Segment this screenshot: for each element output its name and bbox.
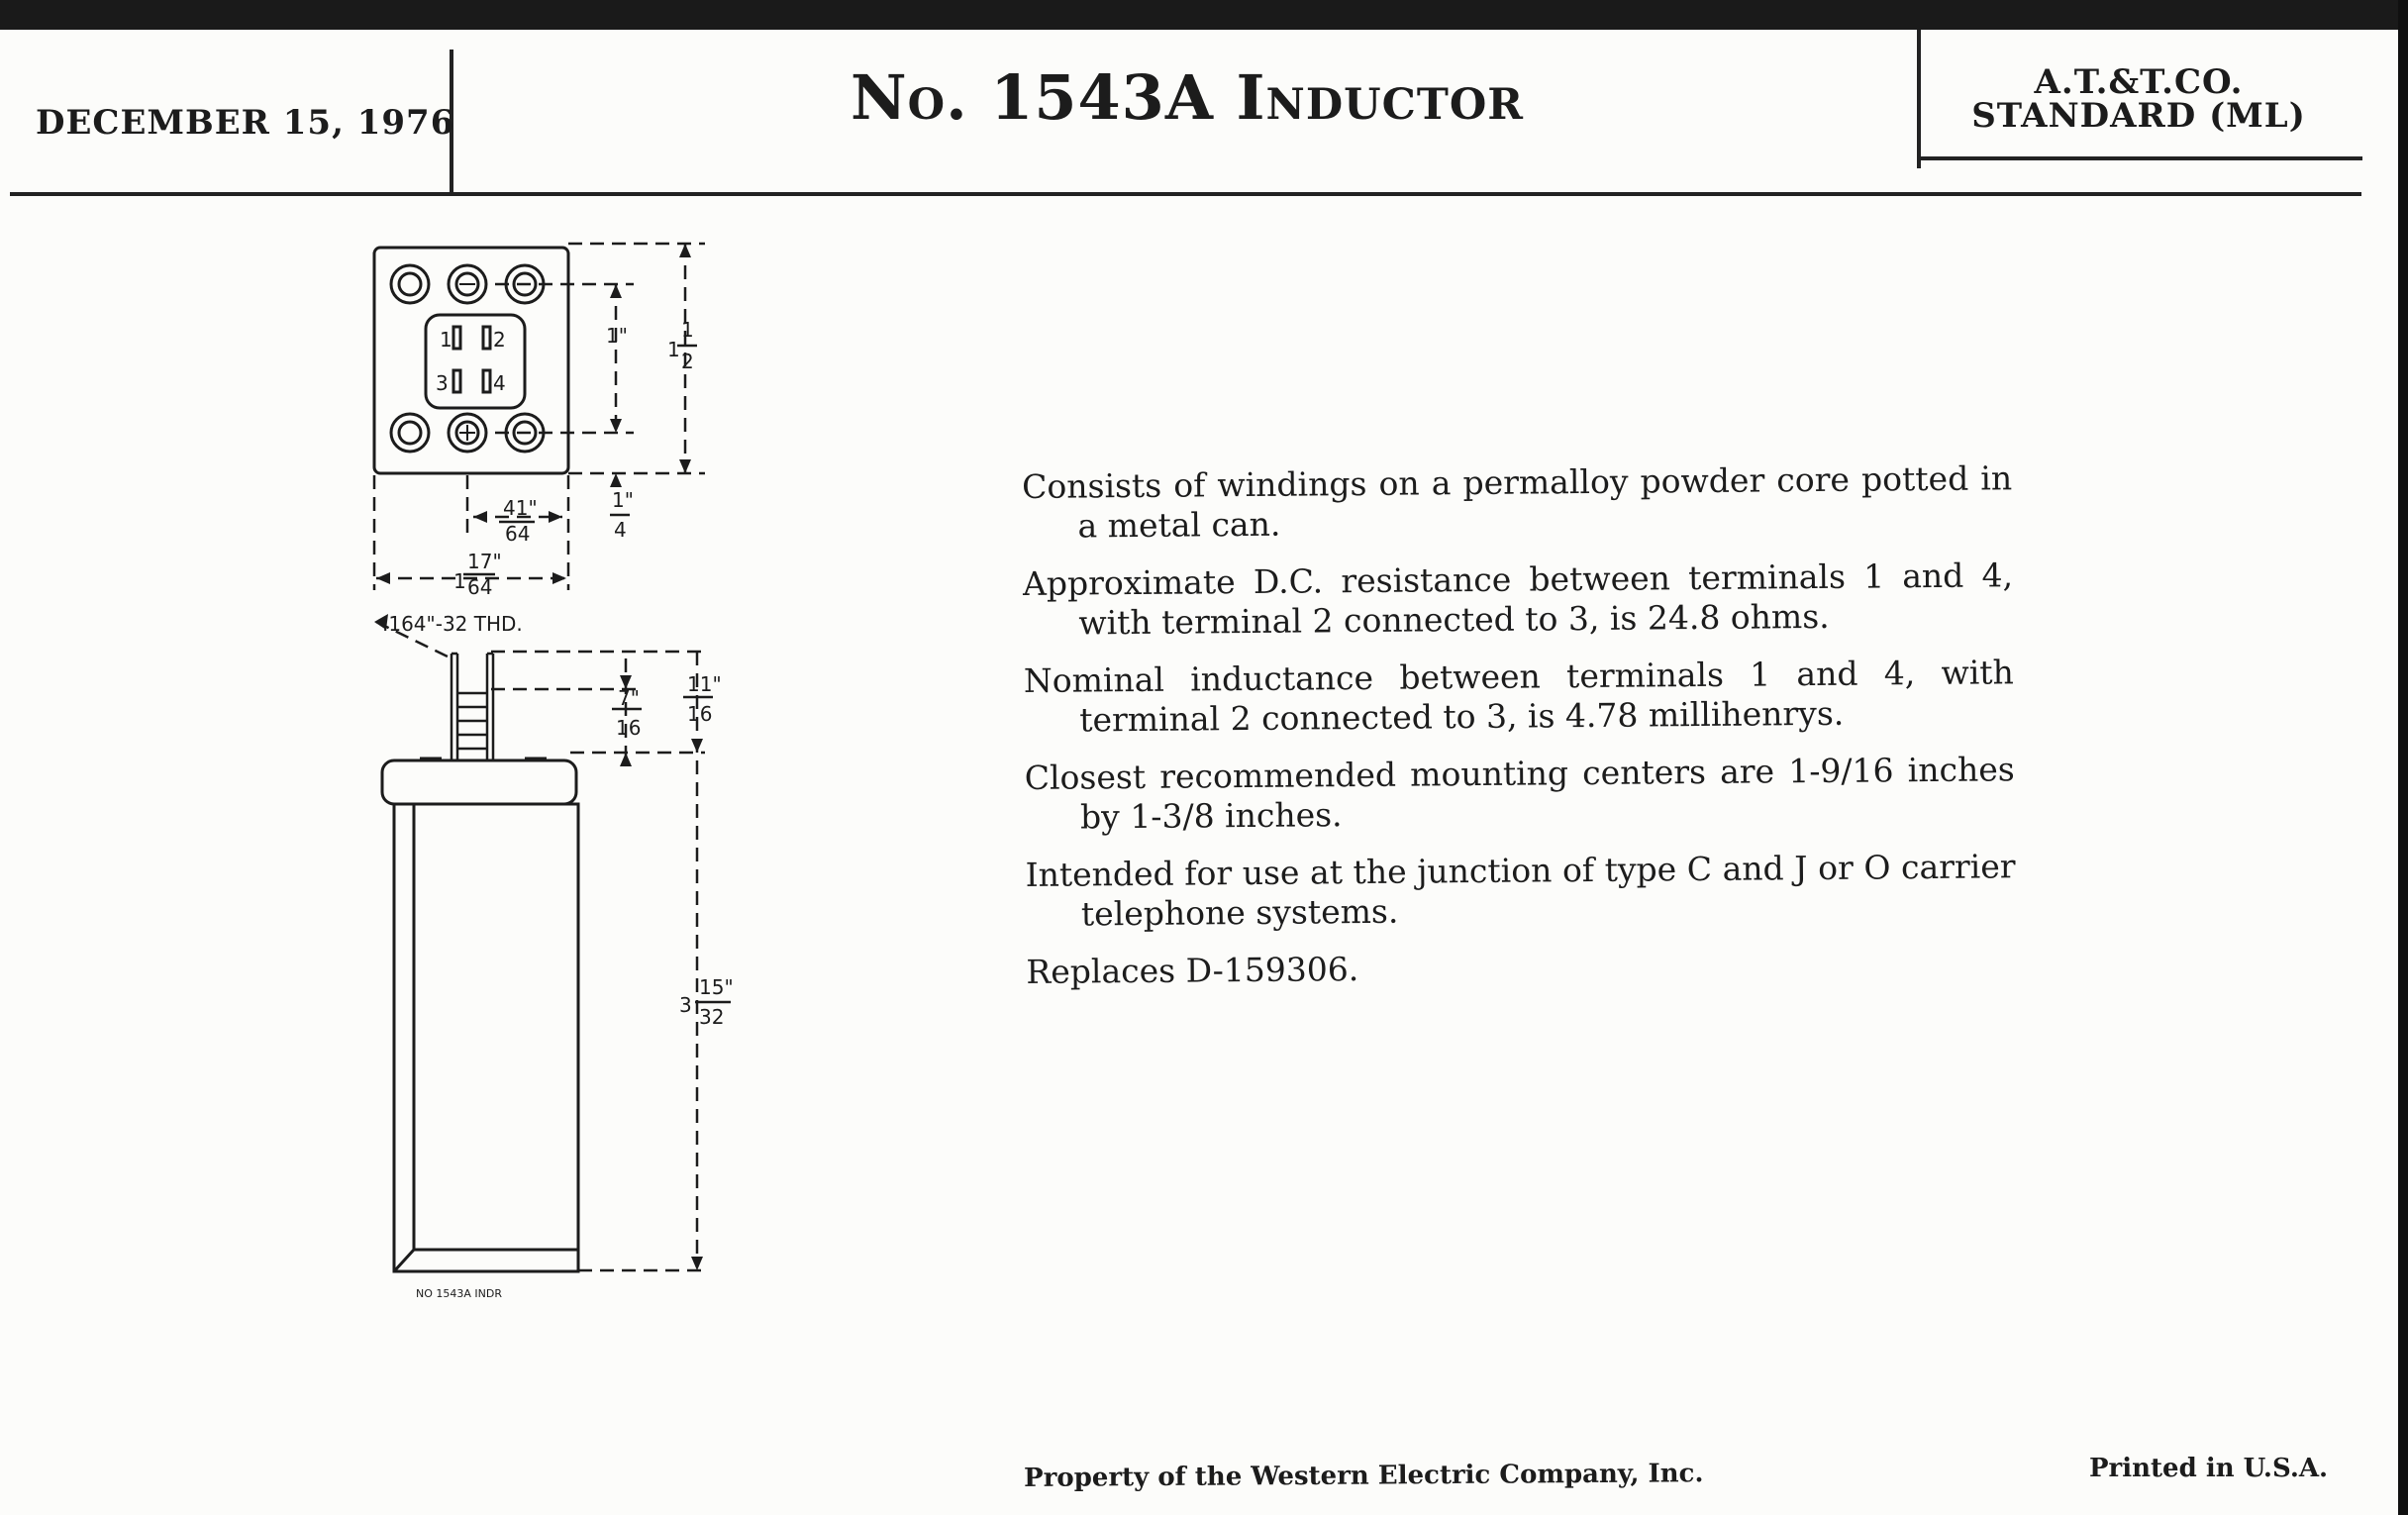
dim-41-64-den: 64 bbox=[505, 522, 531, 546]
property-notice: Property of the Western Electric Company, Inc. bbox=[1024, 1459, 1704, 1493]
dim-1-17-64-num: 17" bbox=[467, 550, 502, 573]
can-body bbox=[394, 804, 578, 1271]
dim-7-16-den: 16 bbox=[616, 716, 642, 740]
dim-1-17-64-whole: 1 bbox=[453, 569, 466, 593]
standard-line-1: A.T.&T.CO. bbox=[2034, 62, 2244, 102]
dim-7-16-num: 7" bbox=[618, 686, 640, 710]
dim-3-15-32-whole: 3 bbox=[679, 993, 692, 1017]
terminal-label-1: 1 bbox=[440, 328, 452, 352]
stud-cross bbox=[459, 284, 475, 441]
dim-11-16-den: 16 bbox=[687, 702, 713, 726]
standard-line-2: STANDARD (ML) bbox=[1971, 96, 2306, 136]
page-title: No. 1543A Inductor bbox=[850, 61, 1525, 134]
dim-1-17-64-den: 64 bbox=[467, 575, 493, 599]
document-date: DECEMBER 15, 1976 bbox=[36, 103, 455, 143]
spec-resistance: Approximate D.C. resistance between terminals 1 and 4, with terminal 2 connected to 3, is 24.8 ohms. bbox=[1022, 556, 2014, 643]
dim-1-inch: 1" bbox=[606, 324, 628, 348]
terminal-label-2: 2 bbox=[493, 328, 506, 352]
spec-usage: Intended for use at the junction of type C and J or O carrier telephone systems. bbox=[1025, 847, 2016, 934]
spec-replaces: Replaces D-159306. bbox=[1026, 950, 1359, 991]
terminal-slot-2 bbox=[483, 327, 490, 349]
terminal-stud bbox=[452, 654, 493, 760]
terminal-slot-1 bbox=[453, 327, 460, 349]
dim-41-64-num: 41" bbox=[503, 496, 538, 520]
dim-11-16-num: 11" bbox=[687, 672, 722, 696]
dim-3-15-32-num: 15" bbox=[699, 975, 734, 999]
terminal-slot-3 bbox=[453, 370, 460, 392]
terminal-label-4: 4 bbox=[493, 371, 506, 395]
can-flange bbox=[382, 760, 576, 804]
thread-label: .164"-32 THD. bbox=[382, 612, 523, 636]
dim-1-4-num: 1" bbox=[612, 488, 634, 512]
dim-1-half-whole: 1 bbox=[667, 338, 680, 361]
drawing-caption: NO 1543A INDR bbox=[416, 1287, 502, 1300]
printed-notice: Printed in U.S.A. bbox=[2089, 1454, 2329, 1483]
dim-1-4-den: 4 bbox=[614, 518, 627, 542]
spec-mounting: Closest recommended mounting centers are 1-9/16 inches by 1-3/8 inches. bbox=[1024, 750, 2015, 837]
spec-inductance: Nominal inductance between terminals 1 and 4, with terminal 2 connected to 3, is 4.78 millihenrys. bbox=[1023, 653, 2015, 740]
dim-1-half-num: 1 bbox=[681, 318, 694, 342]
dim-1-half-den: 2 bbox=[681, 350, 694, 373]
top-view-body bbox=[374, 248, 568, 473]
spec-construction: Consists of windings on a permalloy powder core potted in a metal can. bbox=[1022, 458, 2013, 546]
terminal-slot-4 bbox=[483, 370, 490, 392]
terminal-label-3: 3 bbox=[436, 371, 449, 395]
dim-3-15-32-den: 32 bbox=[699, 1005, 725, 1029]
specifications bbox=[1022, 458, 2017, 1010]
mounting-holes bbox=[391, 265, 544, 452]
